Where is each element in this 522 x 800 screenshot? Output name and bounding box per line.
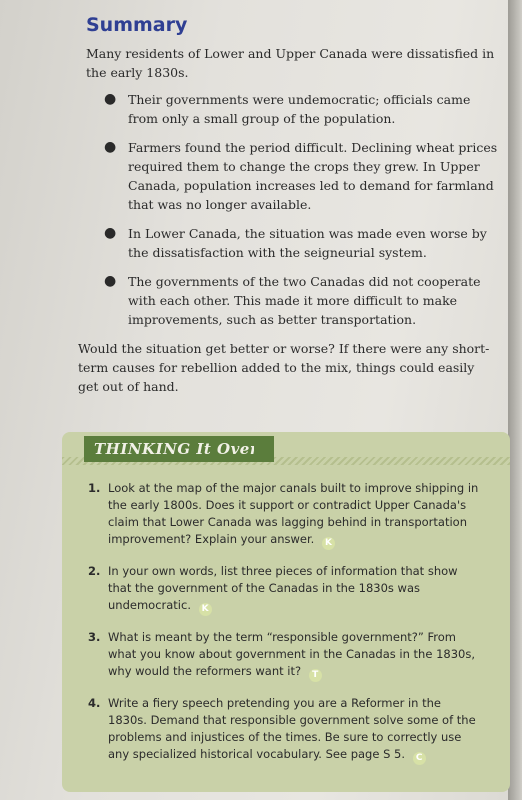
bullet-item: ● Their governments were undemocratic; officials came from only a small group of the population. <box>104 91 471 126</box>
question-item <box>62 695 510 765</box>
question-text: Look at the map of the major canals built to improve shipping in the early 1800s. Does it support or contradict Upper Canada's claim that Lower Canada was lagging behind in transportation improvement? Explain your answer. <box>108 481 479 546</box>
question-text: In your own words, list three pieces of information that show that the government of the Canadas in the 1830s was undemocratic. <box>108 564 458 612</box>
question-number: 2. <box>88 564 101 578</box>
bullet-item: ● Farmers found the period difficult. Declining wheat prices required them to change the crops they grew. In Upper Canada, population increases led to demand for farmland that was no longer available. <box>104 139 498 212</box>
summary-bullets <box>78 90 498 329</box>
question-text: Write a fiery speech pretending you are a Reformer in the 1830s. Demand that responsible government solve some of the problems and injustices of the times. Be sure to correctly use any specialized historical vocabulary. See page S 5. <box>108 696 476 761</box>
question-number: 3. <box>88 630 101 644</box>
thinking-it-over-box <box>62 432 510 792</box>
summary-section <box>78 14 498 396</box>
bullet-dot-icon: ● <box>104 225 117 241</box>
knowledge-badge-icon: K <box>199 603 212 616</box>
question-text: What is meant by the term “responsible government?” From what you know about government in the Canadas in the 1830s, why would the reformers want it? <box>108 630 475 678</box>
communication-badge-icon: C <box>413 752 426 765</box>
banner-arrow-icon <box>254 436 268 462</box>
bullet-item: ● In Lower Canada, the situation was made even worse by the dissatisfaction with the seigneurial system. <box>104 225 487 260</box>
question-item <box>62 563 510 616</box>
thinking-badge-icon: T <box>309 669 322 682</box>
knowledge-badge-icon: K <box>322 537 335 550</box>
thinking-banner: THINKING It Over <box>84 436 274 462</box>
question-number: 4. <box>88 696 101 710</box>
summary-closing: Would the situation get better or worse? If there were any short-term causes for rebellion added to the mix, things could easily get out of hand. <box>78 341 490 394</box>
bullet-dot-icon: ● <box>104 91 117 107</box>
bullet-item: ● The governments of the two Canadas did not cooperate with each other. This made it more difficult to make improvements, such as better transportation. <box>104 273 481 327</box>
question-list <box>62 480 510 778</box>
summary-intro: Many residents of Lower and Upper Canada were dissatisfied in the early 1830s. <box>86 46 495 80</box>
page-edge <box>508 0 522 800</box>
question-item <box>62 480 510 550</box>
bullet-dot-icon: ● <box>104 139 117 155</box>
summary-title: Summary <box>86 14 188 36</box>
question-item <box>62 629 510 682</box>
bullet-dot-icon: ● <box>104 273 117 289</box>
question-number: 1. <box>88 481 101 495</box>
